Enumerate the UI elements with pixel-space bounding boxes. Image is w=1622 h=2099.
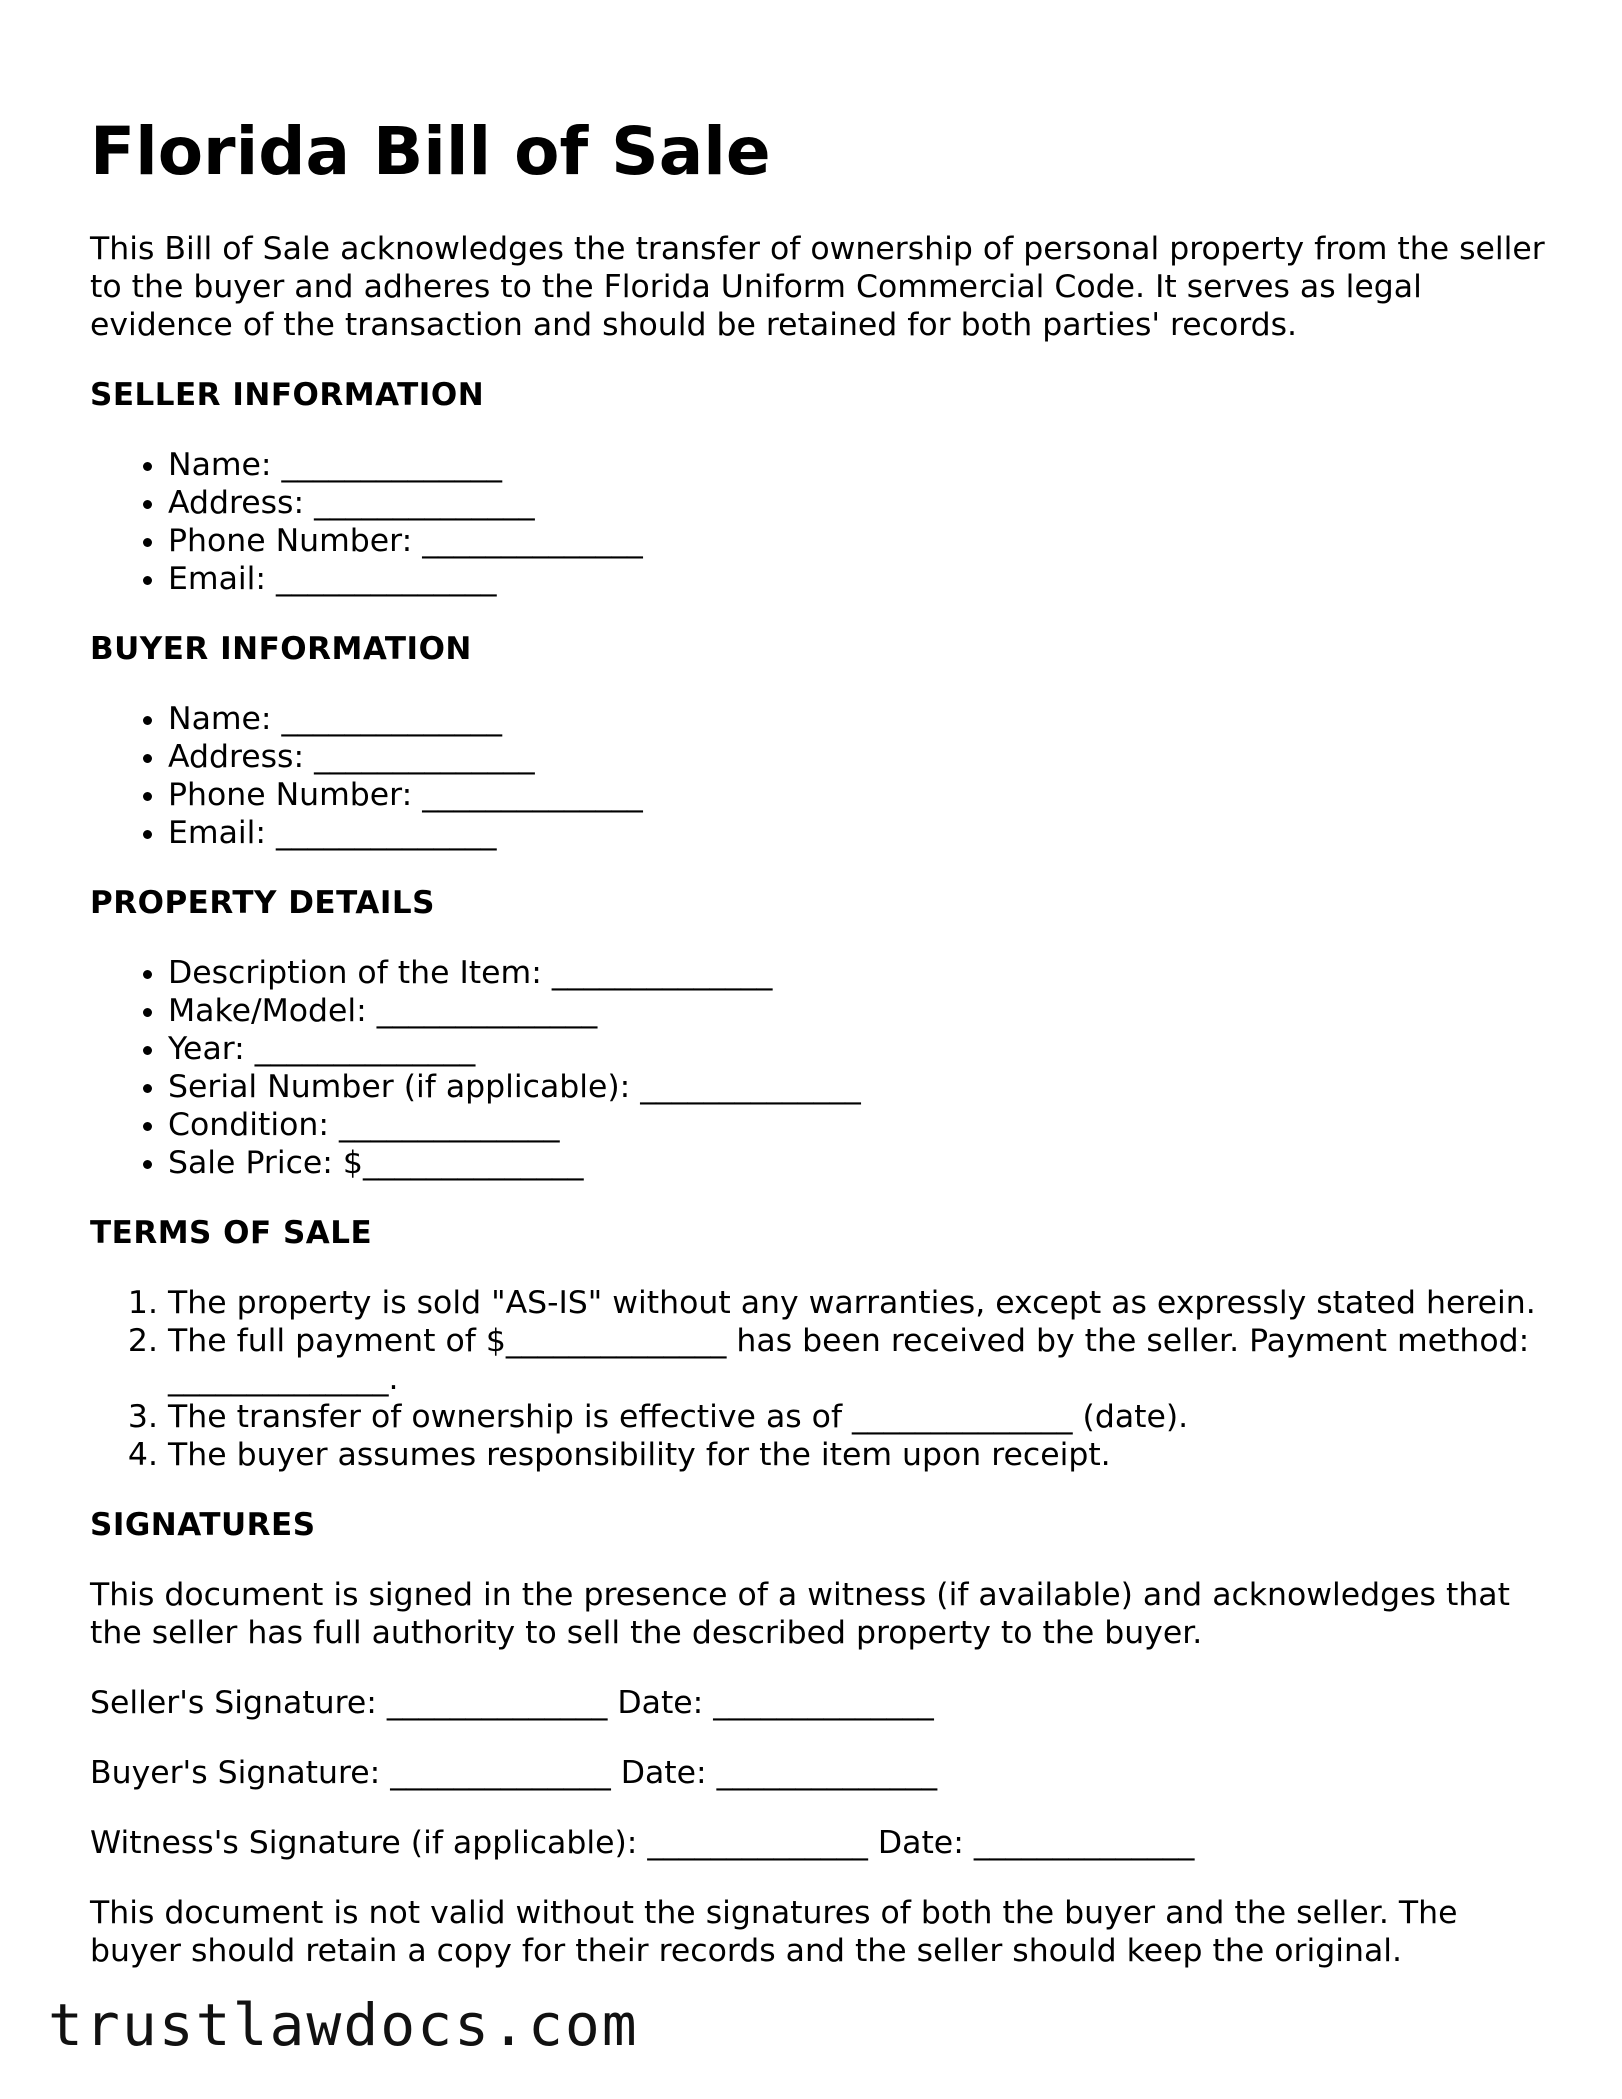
seller-address-field: • Address: ______________ [168,484,1550,522]
signatures-intro: This document is signed in the presence of a witness (if available) and acknowledges that the seller has full authority to sell the described property to the buyer. [90,1577,1510,1651]
seller-list [90,446,1550,598]
buyer-name-field: • Name: ______________ [168,700,1550,738]
property-description-field: • Description of the Item: ______________ [168,954,1550,992]
property-year-field: • Year: ______________ [168,1030,1550,1068]
terms-item: 4. The buyer assumes responsibility for the item upon receipt. [168,1436,1550,1474]
property-list [90,954,1550,1182]
buyer-heading: BUYER INFORMATION [90,631,472,667]
buyer-phone-field: • Phone Number: ______________ [168,776,1550,814]
seller-signature-line: Seller's Signature: ______________ Date: ______________ [90,1685,934,1721]
buyer-signature-line: Buyer's Signature: ______________ Date: ______________ [90,1755,938,1791]
watermark: trustlawdocs.com [48,1991,639,2059]
closing-paragraph: This document is not valid without the signatures of both the buyer and the seller. The buyer should retain a copy for their records and the seller should keep the original. [90,1895,1458,1969]
terms-item: 1. The property is sold "AS-IS" without any warranties, except as expressly stated herein. [168,1284,1550,1322]
property-price-field: • Sale Price: $______________ [168,1144,1550,1182]
document-body [90,230,1550,2002]
intro-paragraph: This Bill of Sale acknowledges the transfer of ownership of personal property from the seller to the buyer and adheres to the Florida Uniform Commercial Code. It serves as legal evidence of the transaction and should be retained for both parties' records. [90,231,1545,343]
terms-heading: TERMS OF SALE [90,1215,373,1251]
buyer-address-field: • Address: ______________ [168,738,1550,776]
buyer-email-field: • Email: ______________ [168,814,1550,852]
terms-item: 2. The full payment of $______________ has been received by the seller. Payment method: ______________. [168,1322,1550,1398]
seller-email-field: • Email: ______________ [168,560,1550,598]
seller-heading: SELLER INFORMATION [90,377,485,413]
signatures-heading: SIGNATURES [90,1507,316,1543]
terms-item: 3. The transfer of ownership is effective as of ______________ (date). [168,1398,1550,1436]
buyer-list [90,700,1550,852]
property-make-model-field: • Make/Model: ______________ [168,992,1550,1030]
property-heading: PROPERTY DETAILS [90,885,435,921]
witness-signature-line: Witness's Signature (if applicable): ______________ Date: ______________ [90,1825,1195,1861]
terms-list [90,1284,1550,1474]
seller-phone-field: • Phone Number: ______________ [168,522,1550,560]
property-serial-field: • Serial Number (if applicable): ______________ [168,1068,1550,1106]
document-title: Florida Bill of Sale [90,113,771,190]
property-condition-field: • Condition: ______________ [168,1106,1550,1144]
seller-name-field: • Name: ______________ [168,446,1550,484]
